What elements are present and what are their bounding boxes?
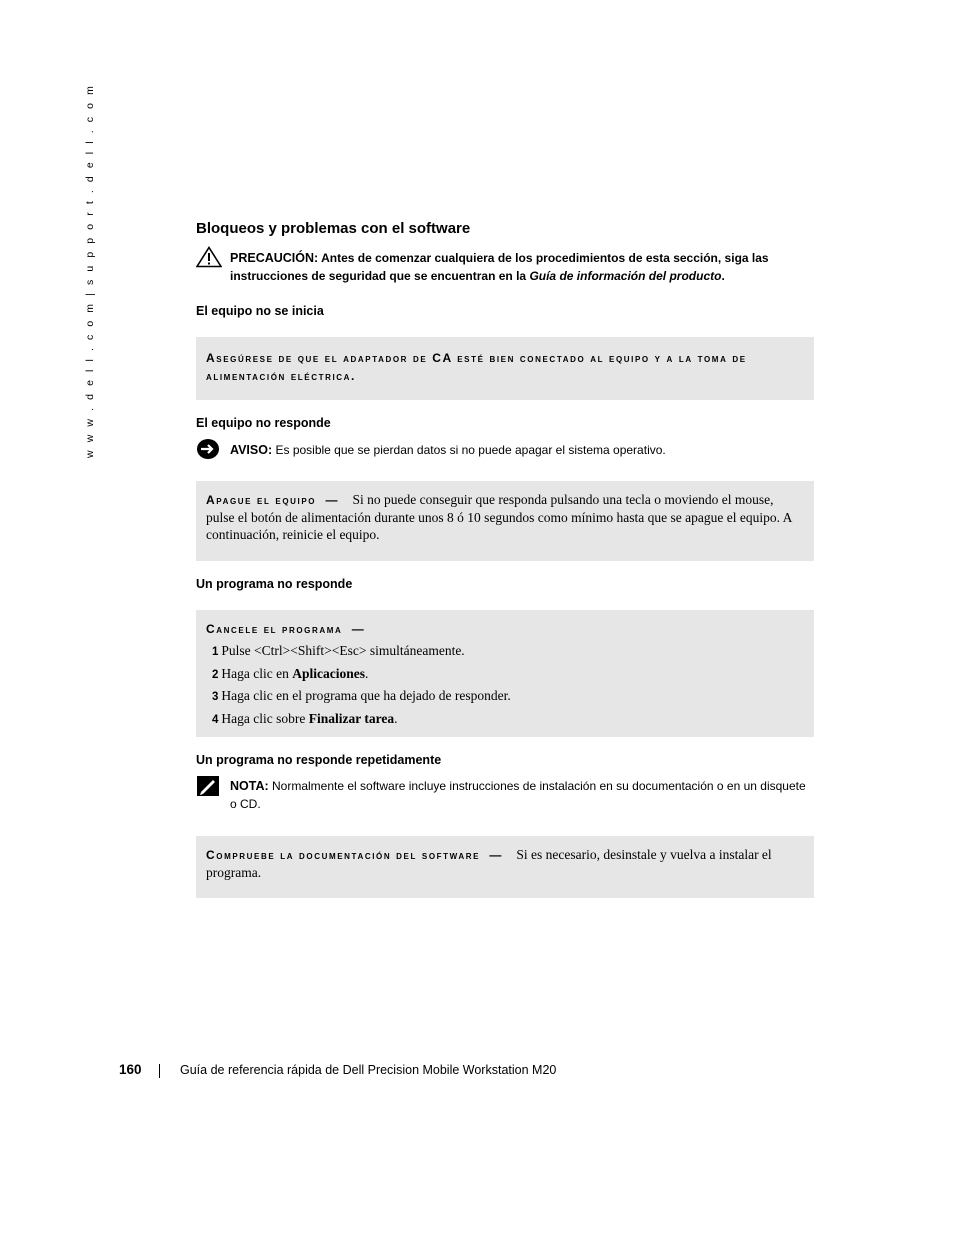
page-number: 160 [119,1062,142,1077]
note-pencil-icon [196,775,220,797]
solution-heading: Compruebe la documentación del software [206,848,481,862]
aviso-text: Es posible que se pierdan datos si no puede apagar el sistema operativo. [275,443,666,457]
solution-box-apague [196,481,814,561]
caution-end: . [721,269,725,283]
solution-text: Si no puede conseguir que responda pulsando una tecla o moviendo el mouse, pulse el botón de alimentación durante unos 8 ó 10 segundos como mínimo hasta que se apague el equipo. A continuación, reinicie el equipo. [206,492,792,542]
footer-separator [159,1064,160,1078]
sidebar-url [84,83,100,462]
nota-label: NOTA: [230,779,269,793]
aviso-label: AVISO: [230,443,273,457]
caution-label: PRECAUCIÓN: [230,251,319,265]
subsection-title-no-responde: El equipo no responde [196,416,331,430]
solution-dash: — [325,493,340,507]
nota-text: Normalmente el software incluye instrucciones de instalación en su documentación o en un disquete o CD. [230,779,806,811]
caution-reference: Guía de información del producto [529,269,722,283]
footer-title: Guía de referencia rápida de Dell Precision Mobile Workstation M20 [180,1063,557,1077]
step-item: 4 Haga clic sobre Finalizar tarea. [212,710,398,726]
solution-dash: — [489,848,504,862]
step-item: 1 Pulse <Ctrl><Shift><Esc> simultáneamente. [212,643,465,658]
solution-dash: — [351,622,366,636]
solution-box-cancele [196,610,814,737]
caution-notice [230,249,810,285]
step-item: 3 Haga clic en el programa que ha dejado de responder. [212,688,511,703]
aviso-notice [230,441,810,459]
solution-box-documentacion [196,836,814,898]
solution-box-adaptador [196,337,814,400]
solution-heading: Asegúrese de que el adaptador de CA esté bien conectado al equipo y a la toma de alimentación eléctrica. [206,351,747,383]
solution-heading: Apague el equipo [206,493,317,507]
solution-heading: Cancele el programa [206,622,343,636]
subsection-title-repetidamente: Un programa no responde repetidamente [196,753,442,767]
notice-hand-icon [196,438,220,460]
section-title: Bloqueos y problemas con el software [196,220,471,237]
subsection-title-programa: Un programa no responde [196,577,353,591]
nota-notice [230,777,810,813]
caution-text: Antes de comenzar cualquiera de los procedimientos de esta sección, siga las instrucciones de seguridad que se encuentran en la [230,251,769,283]
solution-text: Si es necesario, desinstale y vuelva a instalar el programa. [206,847,772,880]
step-item: 2 Haga clic en Aplicaciones. [212,665,369,681]
sidebar-url-text: w w w . d e l l . c o m | s u p p o r t . d e l l . c o m [84,83,96,458]
caution-triangle-icon [196,246,222,268]
steps-list [206,642,804,729]
subsection-title-no-inicia: El equipo no se inicia [196,304,324,318]
